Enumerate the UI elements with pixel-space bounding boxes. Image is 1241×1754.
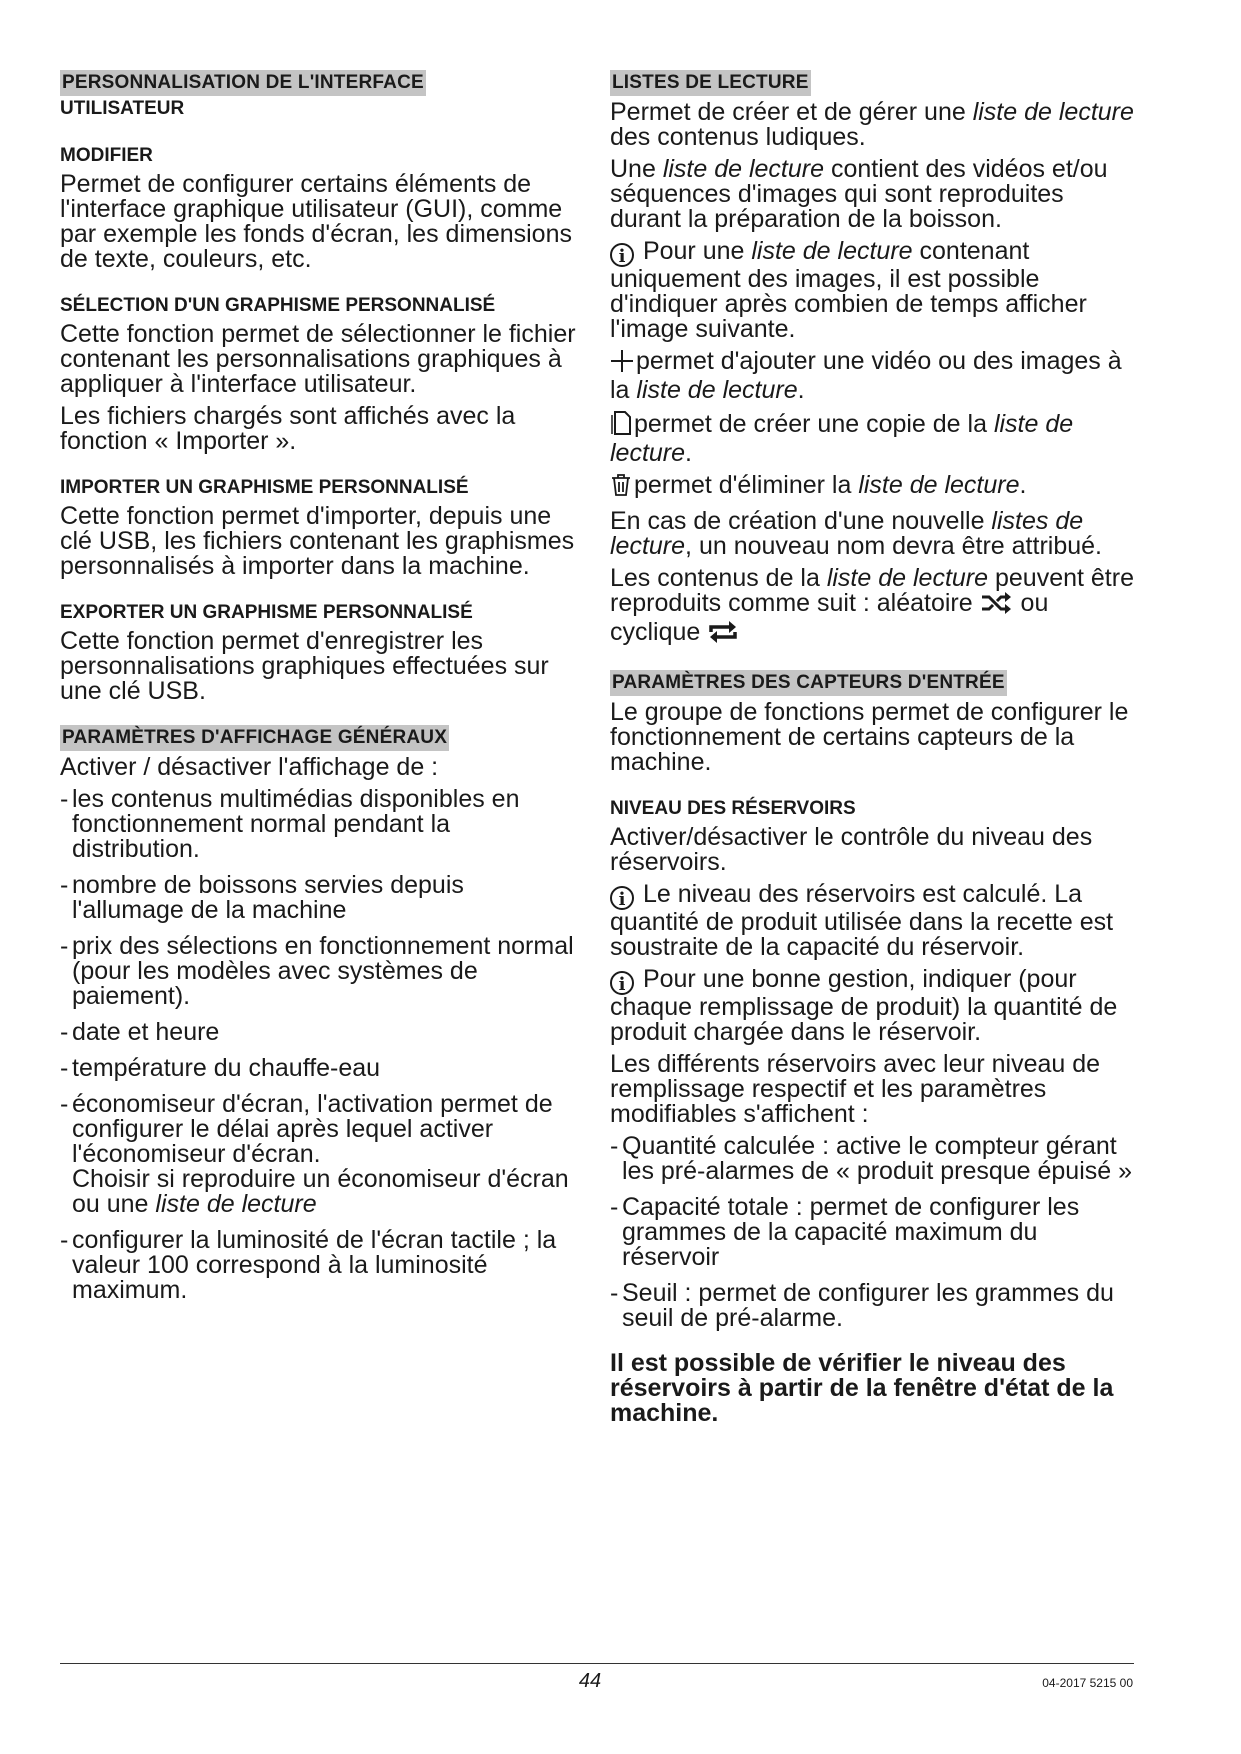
subheading-selection: SÉLECTION D'UN GRAPHISME PERSONNALISÉ [60, 295, 496, 316]
footer-rule [60, 1663, 1134, 1664]
screensaver-extra: Choisir si reproduire un économiseur d'écran ou une [72, 1165, 569, 1218]
affichage-intro: Activer / désactiver l'affichage de : [60, 753, 439, 781]
list-item: - Seuil : permet de configurer les grammes du seuil de pré-alarme. [610, 1279, 1114, 1332]
left-column [60, 70, 580, 1314]
list-item: - date et heure [60, 1018, 220, 1046]
level-note-1: i Le niveau des réservoirs est calculé. La quantité de produit utilisée dans la recette est soustraite de la capacité du réservoir. [610, 880, 1114, 961]
list-item: - nombre de boissons servies depuis l'allumage de la machine [60, 871, 464, 924]
level-text-2: Les différents réservoirs avec leur niveau de remplissage respectif et les paramètres modifiables s'affichent : [610, 1050, 1101, 1128]
export-text: Cette fonction permet d'enregistrer les personnalisations graphiques effectuées sur une clé USB. [60, 627, 549, 705]
subheading-level: NIVEAU DES RÉSERVOIRS [610, 798, 856, 819]
level-list [610, 1134, 1140, 1331]
list-item: - économiseur d'écran, l'activation permet de configurer le délai après lequel activer l'économiseur d'écran. Choisir si reproduire un économiseur d'écran ou une liste de lecture [60, 1090, 569, 1218]
info-icon: i [610, 971, 634, 995]
trash-icon [610, 473, 632, 502]
modifier-text: Permet de configurer certains éléments de l'interface graphique utilisateur (GUI), comme par exemple les fonds d'écran, les dimensions de texte, couleurs, etc. [60, 170, 572, 273]
section-subtitle-utilisateur: UTILISATEUR [60, 98, 185, 119]
level-note-2: i Pour une bonne gestion, indiquer (pour chaque remplissage de produit) la quantité de produit chargée dans le réservoir. [610, 965, 1118, 1046]
section-title-playlist: LISTES DE LECTURE [610, 70, 811, 96]
document-code: 04-2017 5215 00 [1042, 1676, 1133, 1690]
list-item: - configurer la luminosité de l'écran tactile ; la valeur 100 correspond à la luminosité maximum. [60, 1226, 557, 1304]
affichage-list [60, 787, 580, 1303]
playlist-add: permet d'ajouter une vidéo ou des images à la liste de lecture. [610, 347, 1122, 404]
section-title-interface: PERSONNALISATION DE L'INTERFACE [60, 70, 426, 96]
list-item: - Capacité totale : permet de configurer les grammes de la capacité maximum du réservoir [610, 1193, 1080, 1271]
playlist-copy: permet de créer une copie de la liste de lecture. [610, 410, 1074, 467]
subheading-export: EXPORTER UN GRAPHISME PERSONNALISÉ [60, 602, 473, 623]
info-icon: i [610, 886, 634, 910]
list-item: - Quantité calculée : active le compteur gérant les pré-alarmes de « produit presque épuisé » [610, 1132, 1133, 1185]
subheading-modifier: MODIFIER [60, 145, 153, 166]
sensors-text: Le groupe de fonctions permet de configurer le fonctionnement de certains capteurs de la machine. [610, 698, 1129, 776]
playlist-play: Les contenus de la liste de lecture peuvent être reproduits comme suit : aléatoire ou cyclique [610, 566, 1140, 649]
playlist-text-1: Permet de créer et de gérer une liste de lecture des contenus ludiques. [610, 98, 1134, 151]
list-item: - température du chauffe-eau [60, 1054, 381, 1082]
shuffle-icon [980, 591, 1012, 620]
playlist-delete: permet d'éliminer la liste de lecture. [610, 473, 1140, 502]
playlist-text-2: Une liste de lecture contient des vidéos et/ou séquences d'images qui sont reproduites durant la préparation de la boisson. [610, 155, 1108, 233]
subheading-import: IMPORTER UN GRAPHISME PERSONNALISÉ [60, 477, 469, 498]
playlist-note: i Pour une liste de lecture contenant uniquement des images, il est possible d'indiquer après combien de temps afficher l'image suivante. [610, 237, 1087, 343]
section-title-sensors: PARAMÈTRES DES CAPTEURS D'ENTRÉE [610, 670, 1007, 696]
playlist-new: En cas de création d'une nouvelle listes de lecture, un nouveau nom devra être attribué. [610, 507, 1102, 560]
section-title-affichage: PARAMÈTRES D'AFFICHAGE GÉNÉRAUX [60, 725, 449, 751]
selection-text-1: Cette fonction permet de sélectionner le fichier contenant les personnalisations graphiques à appliquer à l'interface utilisateur. [60, 320, 576, 398]
final-note: Il est possible de vérifier le niveau des réservoirs à partir de la fenêtre d'état de la machine. [610, 1349, 1114, 1427]
repeat-icon [707, 620, 739, 649]
page-number: 44 [578, 1670, 602, 1692]
copy-icon [610, 410, 632, 441]
level-text: Activer/désactiver le contrôle du niveau des réservoirs. [610, 823, 1093, 876]
selection-text-2: Les fichiers chargés sont affichés avec la fonction « Importer ». [60, 402, 516, 455]
info-icon: i [610, 243, 634, 267]
list-item: - les contenus multimédias disponibles en fonctionnement normal pendant la distribution. [60, 785, 520, 863]
import-text: Cette fonction permet d'importer, depuis une clé USB, les fichiers contenant les graphismes personnalisés à importer dans la machine. [60, 502, 575, 580]
right-column [610, 70, 1140, 1426]
list-item: - prix des sélections en fonctionnement normal (pour les modèles avec systèmes de paiement). [60, 932, 574, 1010]
plus-icon [610, 349, 634, 378]
